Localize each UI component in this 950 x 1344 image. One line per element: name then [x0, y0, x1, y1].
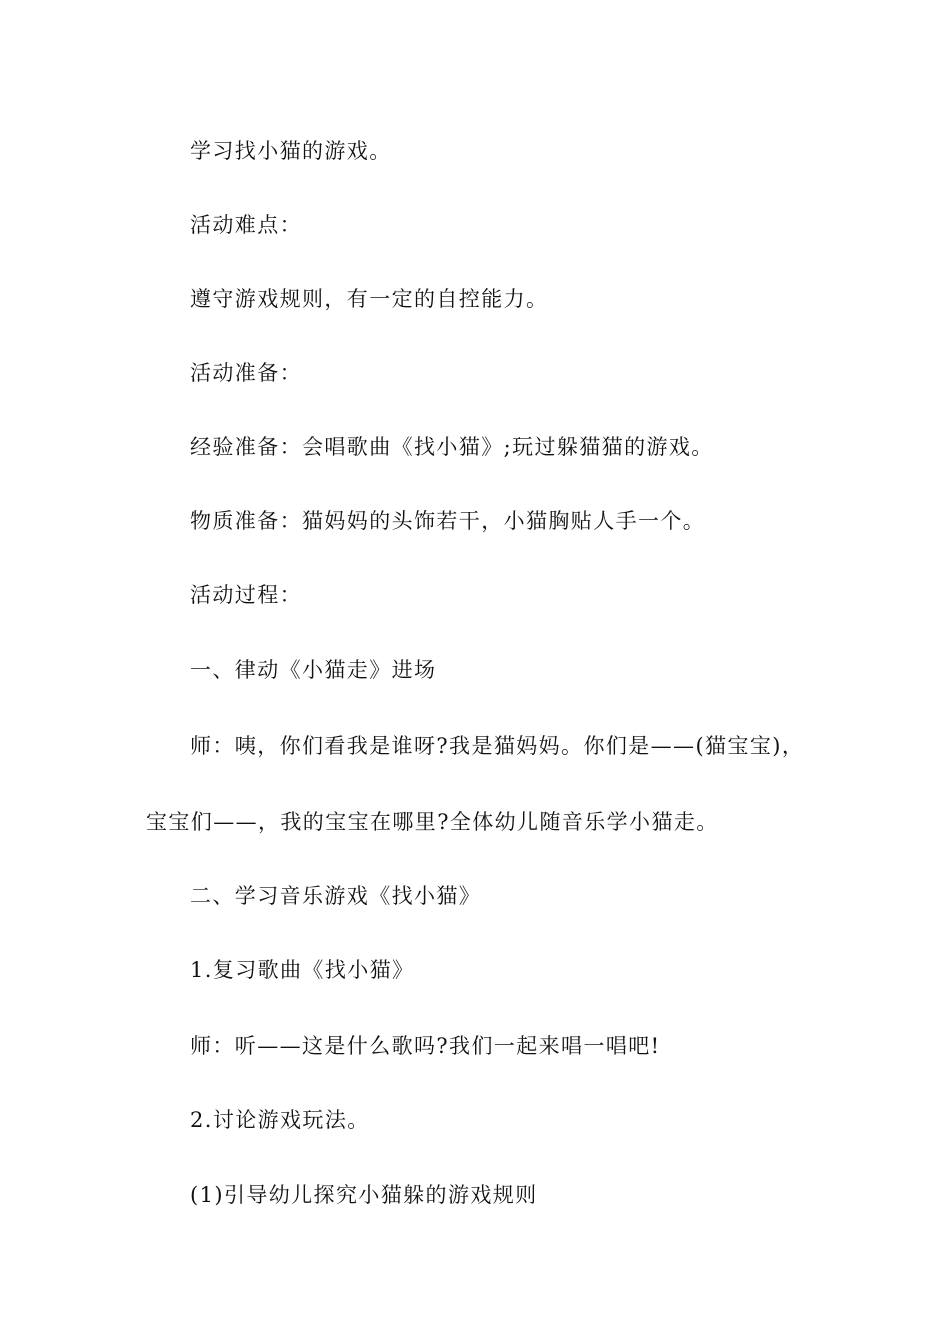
paragraph-line: 物质准备：猫妈妈的头饰若干，小猫胸贴人手一个。 [190, 509, 706, 533]
section-heading: 活动过程： [190, 583, 302, 607]
paragraph-line: 学习找小猫的游戏。 [190, 139, 392, 163]
paragraph-line: 师：听——这是什么歌吗?我们一起来唱一唱吧! [190, 1034, 661, 1058]
numbered-item: 1.复习歌曲《找小猫》 [190, 958, 415, 982]
subsection-heading: 一、律动《小猫走》进场 [190, 658, 437, 682]
section-heading: 活动难点： [190, 213, 302, 237]
paragraph-line: 师：咦，你们看我是谁呀?我是猫妈妈。你们是——(猫宝宝)， [190, 734, 805, 758]
paragraph-line: 经验准备：会唱歌曲《找小猫》;玩过躲猫猫的游戏。 [190, 435, 714, 459]
section-heading: 活动准备： [190, 361, 302, 385]
paragraph-line: 遵守游戏规则，有一定的自控能力。 [190, 287, 549, 311]
numbered-subitem: (1)引导幼儿探究小猫躲的游戏规则 [190, 1183, 538, 1207]
subsection-heading: 二、学习音乐游戏《找小猫》 [190, 884, 482, 908]
numbered-item: 2.讨论游戏玩法。 [190, 1108, 370, 1132]
paragraph-continuation-line: 宝宝们——，我的宝宝在哪里?全体幼儿随音乐学小猫走。 [146, 810, 719, 834]
